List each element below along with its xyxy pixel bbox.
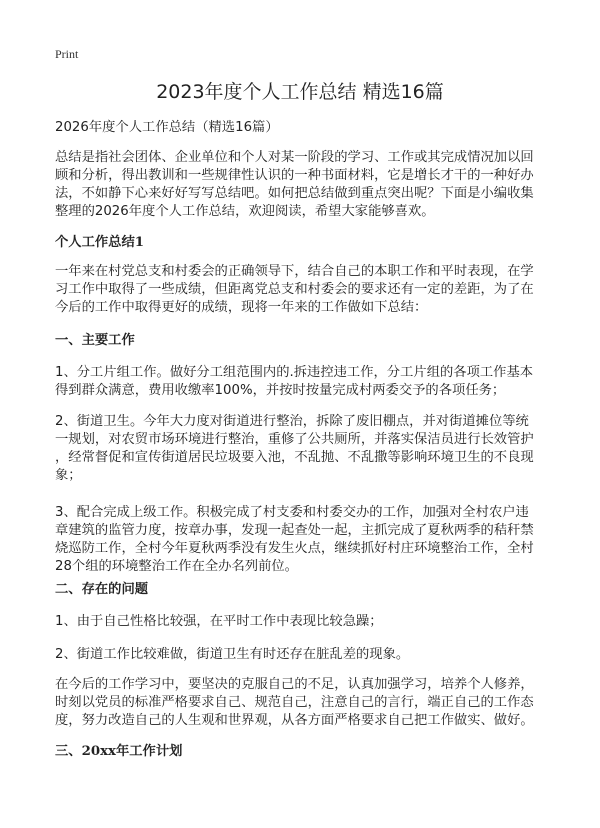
list-item	[55, 364, 575, 400]
text-line: 今后的工作中取得更好的成绩，现将一年来的工作做如下总结：	[55, 300, 428, 315]
paragraph	[55, 263, 575, 317]
text-line: 1、分工片组工作。做好分工组范围内的.拆违控违工作，分工片组的各项工作基本	[55, 365, 534, 380]
text-line: ，经常督促和宣传街道居民垃圾要入池，不乱抛、不乱撒等影响环境卫生的不良现	[55, 450, 534, 465]
intro-paragraph	[55, 149, 575, 221]
text-line: 一年来在村党总支和村委会的正确领导下，结合自己的本职工作和平时表现，在学	[55, 264, 534, 279]
text-line: 章建筑的监管力度，按章办事，发现一起查处一起，主抓完成了夏秋两季的秸秆禁	[55, 523, 534, 538]
text-line: 一规划，对农贸市场环境进行整治，重修了公共厕所，并落实保洁员进行长效管护	[55, 432, 534, 447]
print-link[interactable]: Print	[55, 47, 79, 61]
text-line: 28个组的环境整治工作在全办名列前位。	[55, 559, 298, 574]
text-line: 时刻以党员的标准严格要求自己、规范自己，注意自己的言行，端正自己的工作态	[55, 695, 534, 710]
text-line: 顾和分析，得出教训和一些规律性认识的一种书面材料，它是增长才干的一种好办	[55, 168, 534, 183]
list-item	[55, 413, 575, 485]
list-item: 1、由于自己性格比较强，在平时工作中表现比较急躁；	[55, 614, 383, 629]
text-line: 度，努力改造自己的人生观和世界观，从各方面严格要求自己把工作做实、做好。	[55, 713, 534, 728]
text-line: 总结是指社会团体、企业单位和个人对某一阶段的学习、工作或其完成情况加以回	[55, 150, 534, 165]
text-line: 2、街道卫生。今年大力度对街道进行整治，拆除了废旧棚点，并对街道摊位等统	[55, 414, 529, 429]
section-heading: 三、20xx年工作计划	[55, 744, 183, 759]
text-line: 整理的2026年度个人工作总结，欢迎阅读，希望大家能够喜欢。	[55, 204, 435, 219]
text-line: 习工作中取得了一些成绩，但距离党总支和村委会的要求还有一定的差距，为了在	[55, 282, 534, 297]
section-heading: 一、主要工作	[55, 333, 135, 348]
section-heading: 个人工作总结1	[55, 235, 145, 250]
text-line: 象；	[55, 468, 82, 483]
text-line: 在今后的工作学习中，要坚决的克服自己的不足，认真加强学习，培养个人修养，	[55, 677, 534, 692]
page-title: 2023年度个人工作总结 精选16篇	[156, 81, 444, 103]
list-item	[55, 504, 575, 576]
section-heading: 二、存在的问题	[55, 582, 149, 597]
text-line: 烧巡防工作，全村今年夏秋两季没有发生火点，继续抓好村庄环境整治工作，全村	[55, 541, 534, 556]
list-item: 2、街道工作比较难做，街道卫生有时还存在脏乱差的现象。	[55, 647, 410, 662]
paragraph	[55, 676, 575, 730]
text-line: 3、配合完成上级工作。积极完成了村支委和村委交办的工作，加强对全村农户违	[55, 505, 529, 520]
text-line: 得到群众满意，费用收缴率100%，并按时按量完成村两委交予的各项任务；	[55, 383, 506, 398]
subtitle: 2026年度个人工作总结（精选16篇）	[55, 120, 279, 135]
text-line: 法，不如静下心来好好写写总结吧。如何把总结做到重点突出呢？下面是小编收集	[55, 186, 534, 201]
